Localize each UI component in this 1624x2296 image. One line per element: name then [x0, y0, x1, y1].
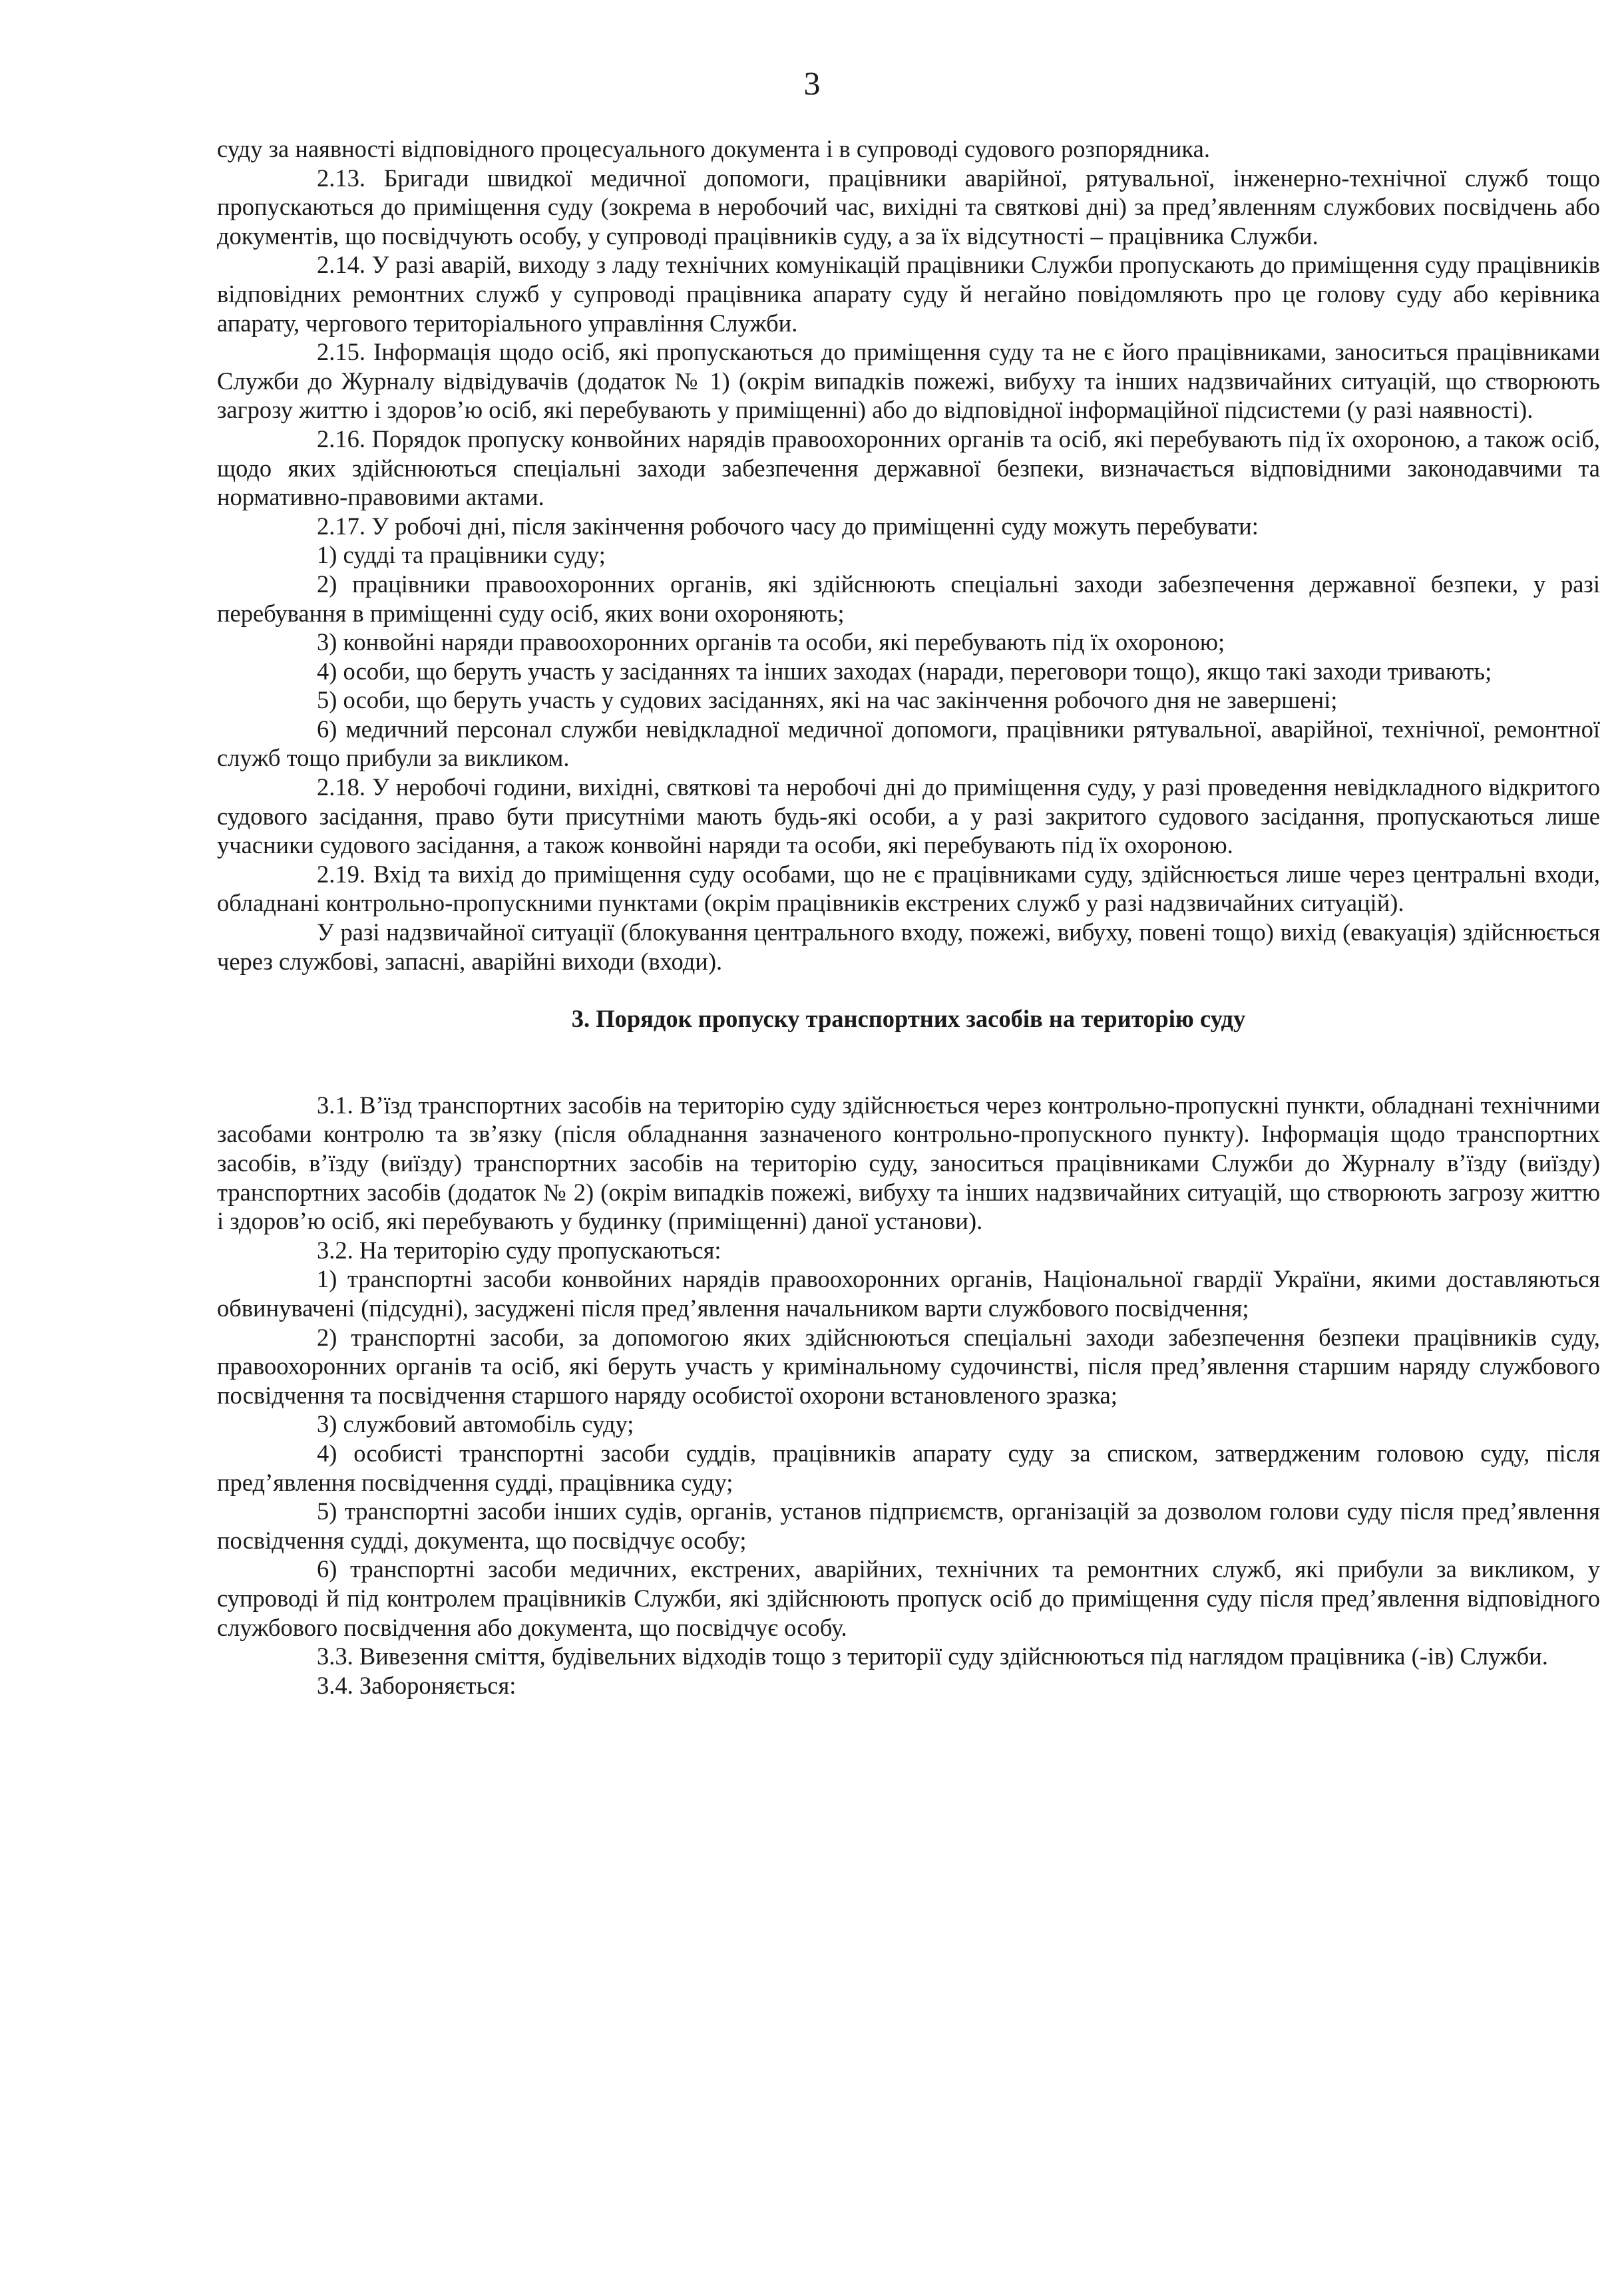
list-item: 5) особи, що беруть участь у судових засіданнях, які на час закінчення робочого дня не завершені; [317, 686, 1338, 714]
list-item: 4) особисті транспортні засоби суддів, працівників апарату суду за списком, затвердженим головою суду, після пред’явлення посвідчення судді, працівника суду; [217, 1439, 1600, 1496]
document-body [217, 134, 1600, 1700]
paragraph-3-1: 3.1. В’їзд транспортних засобів на територію суду здійснюється через контрольно-пропускні пункти, обладнані технічними засобами контролю та зв’язку (після обладнання зазначеного контрольно-пропускного пункту). Інформація щодо транспортних засобів, в’їзду (виїзду) транспортних засобів на територію суду, заноситься працівниками Служби до Журналу в’їзду (виїзду) транспортних засобів (додаток № 2) (окрім випадків пожежі, вибуху та інших надзвичайних ситуацій, що створюють загрозу життю і здоров’ю осіб, які перебувають у будинку (приміщенні) даної установи). [217, 1091, 1600, 1235]
list-item: 1) судді та працівники суду; [317, 541, 606, 569]
section-heading: 3. Порядок пропуску транспортних засобів на територію суду [571, 1005, 1246, 1033]
list-item: 3) конвойні наряди правоохоронних органів та особи, які перебувають під їх охороною; [317, 628, 1225, 656]
paragraph-2-17: 2.17. У робочі дні, після закінчення робочого часу до приміщенні суду можуть перебувати: [317, 512, 1259, 540]
list-item: 6) транспортні засоби медичних, екстрених, аварійних, технічних та ремонтних служб, які прибули за викликом, у супроводі й під контролем працівників Служби, які здійснюють пропуск осіб до приміщення суду після пред’явлення відповідного службового посвідчення або документа, що посвідчує особу. [217, 1555, 1600, 1641]
paragraph-emergency: У разі надзвичайної ситуації (блокування центрального входу, пожежі, вибуху, повені тощо) вихід (евакуація) здійснюється через службові, запасні, аварійні виходи (входи). [217, 918, 1600, 975]
list-item: 6) медичний персонал служби невідкладної медичної допомоги, працівники рятувальної, аварійної, технічної, ремонтної служб тощо прибули за викликом. [217, 715, 1600, 772]
paragraph-continuation: суду за наявності відповідного процесуального документа і в супроводі судового розпорядника. [217, 135, 1210, 162]
list-item: 2) працівники правоохоронних органів, які здійснюють спеціальні заходи забезпечення державної безпеки, у разі перебування в приміщенні суду осіб, яких вони охороняють; [217, 570, 1600, 627]
list-item: 2) транспортні засоби, за допомогою яких здійснюються спеціальні заходи забезпечення безпеки працівників суду, правоохоронних органів та осіб, які беруть участь у кримінальному судочинстві, після пред’явлення старшим наряду службового посвідчення та посвідчення старшого наряду особистої охорони встановленого зразка; [217, 1323, 1600, 1409]
paragraph-3-3: 3.3. Вивезення сміття, будівельних відходів тощо з території суду здійснюються під наглядом працівника (-ів) Служби. [317, 1642, 1548, 1670]
paragraph-2-18: 2.18. У неробочі години, вихідні, святкові та неробочі дні до приміщення суду, у разі проведення невідкладного відкритого судового засідання, право бути присутніми мають будь-які особи, а у разі закритого судового засідання, пропускаються лише учасники судового засідання, а також конвойні наряди та особи, які перебувають під їх охороною. [217, 773, 1600, 859]
paragraph-2-14: 2.14. У разі аварій, виходу з ладу технічних комунікацій працівники Служби пропускають до приміщення суду працівників відповідних ремонтних служб у супроводі працівника апарату суду й негайно повідомляють про це голову суду або керівника апарату, чергового територіального управління Служби. [217, 251, 1600, 337]
paragraph-2-15: 2.15. Інформація щодо осіб, які пропускаються до приміщення суду та не є його працівниками, заноситься працівниками Служби до Журналу відвідувачів (додаток № 1) (окрім випадків пожежі, вибуху та інших надзвичайних ситуацій, що створюють загрозу життю і здоров’ю осіб, які перебувають у приміщенні) або до відповідної інформаційної підсистеми (у разі наявності). [217, 338, 1600, 424]
list-item: 5) транспортні засоби інших судів, органів, установ підприємств, організацій за дозволом голови суду після пред’явлення посвідчення судді, документа, що посвідчує особу; [217, 1497, 1600, 1554]
list-item: 1) транспортні засоби конвойних нарядів правоохоронних органів, Національної гвардії України, якими доставляються обвинувачені (підсудні), засуджені після пред’явлення начальником варти службового посвідчення; [217, 1265, 1600, 1322]
list-item: 3) службовий автомобіль суду; [317, 1410, 634, 1438]
paragraph-2-13: 2.13. Бригади швидкої медичної допомоги, працівники аварійної, рятувальної, інженерно-технічної служб тощо пропускаються до приміщення суду (зокрема в неробочий час, вихідні та святкові дні) за пред’явленням службових посвідчень або документів, що посвідчують особу, у супроводі працівників суду, а за їх відсутності – працівника Служби. [217, 164, 1600, 250]
list-item: 4) особи, що беруть участь у засіданнях та інших заходах (наради, переговори тощо), якщо такі заходи тривають; [317, 657, 1492, 685]
paragraph-3-2: 3.2. На територію суду пропускаються: [317, 1236, 721, 1264]
page-number: 3 [803, 65, 821, 102]
paragraph-3-4: 3.4. Забороняється: [317, 1671, 516, 1699]
paragraph-2-16: 2.16. Порядок пропуску конвойних нарядів правоохоронних органів та осіб, які перебувають під їх охороною, а також осіб, щодо яких здійснюються спеціальні заходи забезпечення державної безпеки, визначається відповідними законодавчими та нормативно-правовими актами. [217, 425, 1600, 511]
paragraph-2-19: 2.19. Вхід та вихід до приміщення суду особами, що не є працівниками суду, здійснюється лише через центральні входи, обладнані контрольно-пропускними пунктами (окрім працівників екстрених служб у разі надзвичайних ситуацій). [217, 860, 1600, 917]
